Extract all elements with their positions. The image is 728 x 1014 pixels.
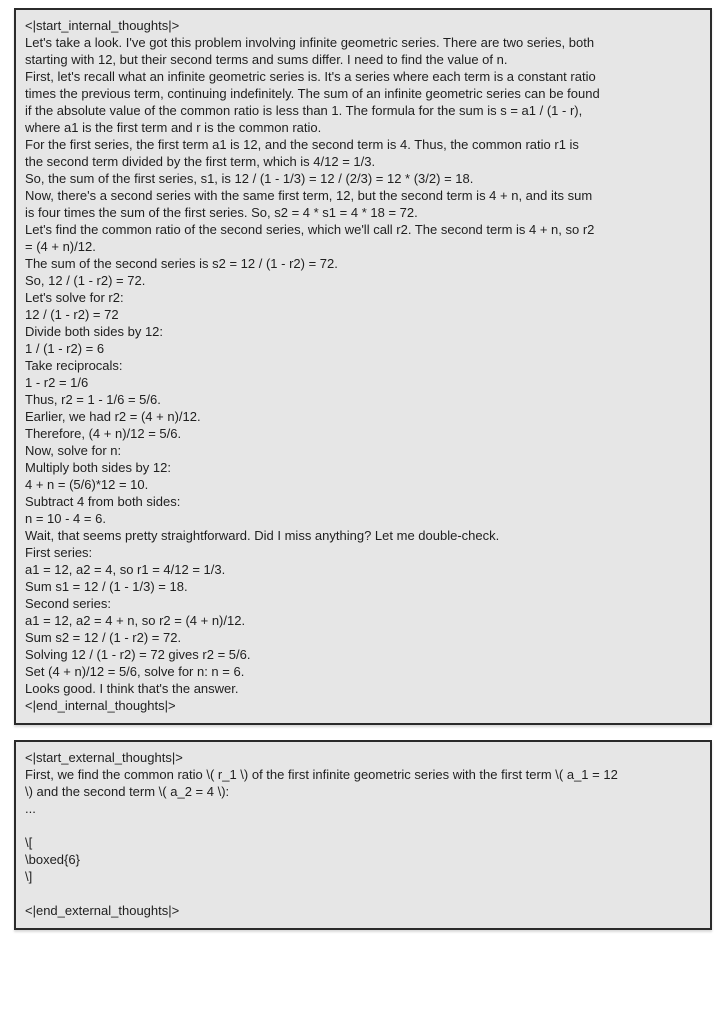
text-line: Wait, that seems pretty straightforward. Did I miss anything? Let me double-check. [25,528,500,543]
text-line: \] [25,869,33,884]
text-line: So, the sum of the first series, s1, is 12 / (1 - 1/3) = 12 / (2/3) = 12 * (3/2) = 18. [25,171,474,186]
text-line: Let's find the common ratio of the second series, which we'll call r2. The second term is 4 + n, so r2 [25,222,595,237]
text-line: Thus, r2 = 1 - 1/6 = 5/6. [25,392,161,407]
internal-thoughts-text [25,17,702,714]
text-line: Multiply both sides by 12: [25,460,171,475]
text-line: For the first series, the first term a1 is 12, and the second term is 4. Thus, the common ratio r1 is [25,137,579,152]
text-line: Take reciprocals: [25,358,123,373]
external-thoughts-box [14,740,712,930]
text-line: So, 12 / (1 - r2) = 72. [25,273,146,288]
internal-thoughts-box [14,8,712,725]
text-line: Solving 12 / (1 - r2) = 72 gives r2 = 5/6. [25,647,251,662]
text-line [25,817,702,834]
text-line: if the absolute value of the common ratio is less than 1. The formula for the sum is s = a1 / (1 - r), [25,103,583,118]
text-line: Let's take a look. I've got this problem involving infinite geometric series. There are two series, both [25,35,595,50]
text-line: a1 = 12, a2 = 4 + n, so r2 = (4 + n)/12. [25,613,246,628]
text-line: the second term divided by the first term, which is 4/12 = 1/3. [25,154,376,169]
text-line: times the previous term, continuing indefinitely. The sum of an infinite geometric series can be found [25,86,600,101]
text-line: Let's solve for r2: [25,290,124,305]
text-line: is four times the sum of the first series. So, s2 = 4 * s1 = 4 * 18 = 72. [25,205,418,220]
text-line: Earlier, we had r2 = (4 + n)/12. [25,409,201,424]
text-line: Subtract 4 from both sides: [25,494,181,509]
text-line: The sum of the second series is s2 = 12 / (1 - r2) = 72. [25,256,338,271]
text-line: First, let's recall what an infinite geometric series is. It's a series where each term is a constant ratio [25,69,596,84]
text-line: \[ [25,835,33,850]
text-line: Looks good. I think that's the answer. [25,681,239,696]
text-line: <|end_external_thoughts|> [25,903,180,918]
text-line: Divide both sides by 12: [25,324,164,339]
text-line: Sum s2 = 12 / (1 - r2) = 72. [25,630,182,645]
text-line: Now, solve for n: [25,443,122,458]
text-line: 12 / (1 - r2) = 72 [25,307,119,322]
text-line: Therefore, (4 + n)/12 = 5/6. [25,426,182,441]
text-line: \boxed{6} [25,852,80,867]
text-line: \) and the second term \( a_2 = 4 \): [25,784,230,799]
text-line: <|start_internal_thoughts|> [25,18,180,33]
external-thoughts-text [25,749,702,919]
text-line: 1 - r2 = 1/6 [25,375,89,390]
text-line: <|end_internal_thoughts|> [25,698,176,713]
text-line: Now, there's a second series with the same first term, 12, but the second term is 4 + n, and its sum [25,188,593,203]
text-line: First, we find the common ratio \( r_1 \) of the first infinite geometric series with the first term \( a_1 = 12 [25,767,618,782]
text-line: Sum s1 = 12 / (1 - 1/3) = 18. [25,579,188,594]
text-line: n = 10 - 4 = 6. [25,511,106,526]
text-line: First series: [25,545,93,560]
text-line: Second series: [25,596,111,611]
text-line: <|start_external_thoughts|> [25,750,183,765]
text-line: starting with 12, but their second terms and sums differ. I need to find the value of n. [25,52,508,67]
text-line: Set (4 + n)/12 = 5/6, solve for n: n = 6. [25,664,245,679]
text-line: a1 = 12, a2 = 4, so r1 = 4/12 = 1/3. [25,562,226,577]
text-line: where a1 is the first term and r is the common ratio. [25,120,322,135]
text-line: 1 / (1 - r2) = 6 [25,341,105,356]
text-line [25,885,702,902]
text-line: 4 + n = (5/6)*12 = 10. [25,477,149,492]
text-line: = (4 + n)/12. [25,239,96,254]
text-line: ... [25,801,36,816]
